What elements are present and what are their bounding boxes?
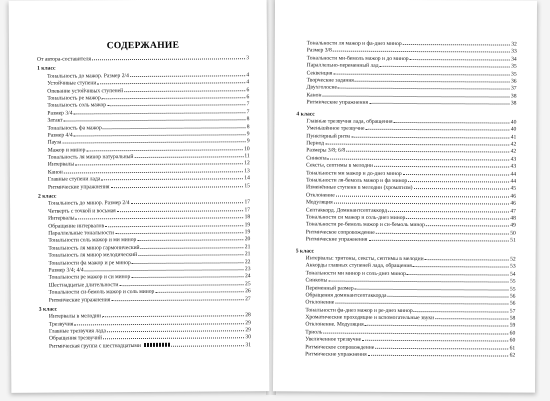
toc-entry-title: Тональности ми-бемоль мажор и до минор <box>306 55 409 62</box>
toc-entry-title: Ритмическое сопровождение <box>305 344 375 351</box>
toc-page-number: 38 <box>510 93 517 100</box>
toc-page-number: 9 <box>246 138 250 145</box>
toc-page-number: 57 <box>509 308 516 315</box>
dot-leader <box>408 181 509 183</box>
dot-leader <box>124 90 245 92</box>
dot-leader <box>155 291 244 293</box>
toc-entry-title: Канон <box>47 169 63 176</box>
toc-page-number: 13 <box>244 168 250 175</box>
dot-leader <box>410 59 511 61</box>
toc-entry-title: Переменный размер <box>305 284 354 292</box>
toc-entry <box>37 55 249 64</box>
toc-page-number: 7 <box>246 108 250 115</box>
dot-leader <box>137 240 243 242</box>
toc-page-number: 62 <box>509 352 516 359</box>
toc-page-number: 60 <box>509 330 516 337</box>
toc-entry-title: Тональности ля мажор и фа-диез минор <box>306 40 402 47</box>
toc-entry-title: Тональность ре мажор <box>47 95 101 102</box>
toc-entry <box>295 351 515 360</box>
toc-page-number: 22 <box>244 258 251 265</box>
toc-page-number: 38 <box>510 100 517 107</box>
section-heading: 3 класс <box>38 306 58 313</box>
toc-entry-title: Тональности ми мажор и до-диез минор <box>306 170 402 177</box>
dot-leader <box>403 174 510 176</box>
toc-page-number: 34 <box>511 56 517 63</box>
toc-page-number: 46 <box>510 200 516 207</box>
toc-page-number: 55 <box>509 286 516 293</box>
toc-entry-title: Ритмическая группа с шестнадцатыми <box>49 342 141 350</box>
toc-entry-title: Тональности ре мажор и си минор <box>48 274 131 281</box>
toc-entry-title: Обращения доминантсептаккорда <box>305 292 387 299</box>
toc-entry <box>38 183 250 192</box>
toc-page-number: 29 <box>245 327 251 334</box>
toc-entry-title: Отклонение. Модуляция <box>305 321 364 329</box>
dot-leader <box>346 151 509 153</box>
dot-leader <box>62 142 245 144</box>
toc-entry-title: Обращение интервалов <box>48 222 105 230</box>
toc-entry-title: Ритмические упражнения <box>305 236 368 243</box>
toc-page-number: 52 <box>510 256 516 263</box>
dot-leader <box>351 136 510 138</box>
toc-entry-title: Размер 3/4 <box>47 110 73 117</box>
toc-entry-title: От автора-составителя <box>37 56 92 63</box>
dot-leader <box>75 164 243 166</box>
toc-page-number: 15 <box>244 182 250 189</box>
toc-page-number: 10 <box>244 145 250 152</box>
toc-page-number: 29 <box>245 319 251 326</box>
dot-leader <box>323 332 508 334</box>
toc-entry-title: Тональности ми минор и соль-диез минор <box>305 270 406 277</box>
dot-leader <box>64 171 243 173</box>
toc-page-number: 56 <box>509 293 516 300</box>
toc-entry-title: Ритмические упражнения <box>305 351 367 358</box>
toc-entry-title: Параллельно-переменный лад <box>306 62 379 70</box>
toc-entry <box>39 296 251 305</box>
dot-leader <box>119 284 244 286</box>
toc-entry-title: Главные трезвучия лада <box>48 328 107 335</box>
toc-page-number: 53 <box>510 263 516 270</box>
dot-leader <box>322 95 509 97</box>
dot-leader <box>407 274 509 276</box>
page-title: СОДЕРЖАНИЕ <box>106 40 180 52</box>
toc-page-number: 32 <box>511 41 517 48</box>
dot-leader <box>425 259 509 260</box>
dot-leader <box>134 156 243 158</box>
toc-entry-title: Ритмические упражнения <box>47 183 110 191</box>
dot-leader <box>74 323 244 325</box>
toc-entry-title: Тональности си-бемоль мажор и соль минор <box>48 289 155 296</box>
dot-leader <box>141 247 244 249</box>
toc-entry-title: Мажор и минор <box>47 147 86 154</box>
toc-page-number: 40 <box>510 119 517 126</box>
toc-entry-title: Тональности си мажор и соль-диез минор <box>305 214 406 221</box>
dot-leader <box>338 88 510 90</box>
toc-page-number: 19 <box>244 221 251 228</box>
dot-leader <box>74 112 246 114</box>
toc-page-number: 12 <box>244 160 250 167</box>
toc-entry <box>296 270 516 279</box>
toc-page-number: 28 <box>245 312 251 319</box>
toc-page-number: 6 <box>246 86 250 93</box>
toc-entry-title: Опевание устойчивых ступеней <box>47 87 124 95</box>
toc-entry-title: Триоль <box>305 329 323 336</box>
dot-leader <box>107 105 245 107</box>
toc-page-number: 11 <box>244 153 250 160</box>
dot-leader <box>369 103 510 105</box>
dot-leader <box>117 210 244 212</box>
toc-page-number: 4 <box>246 79 250 86</box>
toc-entry-title: Увеличенное трезвучие <box>305 336 362 344</box>
toc-entry-title: Тональности ре-бемоль мажор и си-бемоль минор <box>305 221 425 229</box>
toc-page-number: 19 <box>244 229 251 236</box>
toc-entry-title: Ритмическое сопровождение <box>305 229 375 236</box>
dot-leader <box>103 127 246 129</box>
toc-entry-title: Тональность до мажор. Размер 2/4 <box>47 72 129 80</box>
toc-entry-title: Пунктирный ритм <box>306 133 350 140</box>
toc-page-number: 31 <box>245 342 252 349</box>
print-mark <box>144 343 170 347</box>
dot-leader <box>426 225 509 226</box>
toc-entry-title: Тональность до минор. Размер 2/4 <box>48 200 130 208</box>
section-heading: 2 класс <box>37 193 57 200</box>
dot-leader <box>435 318 509 319</box>
toc-entry-title: Тональность ля минор натуральный <box>47 154 134 161</box>
dot-leader <box>333 73 510 75</box>
toc-entry-title: Септаккорд. Доминантсептаккорд <box>305 207 388 214</box>
toc-entry-title: Секвенция <box>306 70 333 77</box>
dot-leader <box>368 355 509 357</box>
toc-page-number: 46 <box>510 193 517 200</box>
toc-page-number: 58 <box>509 315 516 322</box>
dot-leader <box>101 179 243 181</box>
toc-page-number: 37 <box>510 85 517 92</box>
toc-list-right <box>295 40 517 360</box>
toc-page-number: 33 <box>511 48 517 55</box>
toc-page-number: 43 <box>510 156 517 163</box>
toc-page-number: 50 <box>510 230 516 237</box>
toc-page-number: 60 <box>509 337 516 344</box>
toc-page-number: 61 <box>509 345 516 352</box>
dot-leader <box>365 325 509 327</box>
dot-leader <box>92 58 245 60</box>
dot-leader <box>111 186 244 188</box>
dot-leader <box>111 299 244 301</box>
toc-page-number: 49 <box>510 222 516 229</box>
toc-entry <box>39 342 251 351</box>
toc-page-number: 42 <box>510 141 517 148</box>
toc-page-number: 41 <box>510 134 517 141</box>
dot-leader <box>85 269 244 271</box>
toc-page-number: 45 <box>510 185 517 193</box>
toc-entry-title: Двухголосие <box>306 84 338 91</box>
dot-leader <box>102 97 246 99</box>
toc-entry-title: Тональность ля минор гармонический <box>48 244 140 252</box>
toc-entry-title: Тональность ля минор мелодический <box>48 252 138 259</box>
toc-page-number: 47 <box>510 208 516 215</box>
dot-leader <box>76 217 244 219</box>
toc-page-number: 14 <box>244 175 250 182</box>
toc-page-number: 9 <box>246 131 250 138</box>
toc-entry-title: Обращения трезвучий <box>48 335 103 343</box>
dot-leader <box>132 262 244 264</box>
section-heading: 5 класс <box>295 247 315 255</box>
dot-leader <box>368 240 509 242</box>
toc-page-number: 20 <box>244 236 251 243</box>
toc-page-number: 48 <box>510 215 516 222</box>
dot-leader <box>64 119 246 121</box>
toc-page-number: 8 <box>246 116 250 123</box>
toc-entry-title: Ритмические упражнения <box>306 99 369 106</box>
toc-entry-title: Размер 3/8 <box>306 47 332 55</box>
toc-entry-title: Параллельные тональности <box>48 230 115 237</box>
toc-entry-title: Размер 3/4; 4/4 <box>48 267 84 274</box>
dot-leader <box>413 266 509 268</box>
toc-entry-title: Четверть с точкой и восьмая <box>48 207 116 215</box>
toc-entry-title: Интервалы: тритоны, сексты, септимы в мелодии <box>305 255 424 263</box>
toc-entry-title: Изменённые ступени в мелодии (хроматизм) <box>306 184 413 192</box>
toc-page-number: 25 <box>245 280 251 287</box>
dot-leader <box>366 129 510 131</box>
dot-leader <box>376 233 509 235</box>
toc-page-number: 42 <box>510 149 517 156</box>
toc-page-number: 21 <box>244 243 251 251</box>
dot-leader <box>406 218 509 220</box>
dot-leader <box>355 288 509 290</box>
dot-leader <box>328 158 510 160</box>
dot-leader <box>171 345 245 347</box>
toc-entry-title: Аккорды главных ступеней лада, обращения <box>305 262 412 270</box>
toc-page-number: 44 <box>510 171 517 178</box>
toc-page-number: 56 <box>509 300 516 307</box>
toc-page-number: 26 <box>245 288 251 295</box>
dot-leader <box>388 211 509 213</box>
toc-entry-title: Отклонение <box>305 299 335 306</box>
toc-page-number: 6 <box>246 94 250 101</box>
dot-leader <box>130 75 246 77</box>
dot-leader <box>102 316 244 318</box>
toc-entry-title: Хроматические проходящие и вспомогательные звуки <box>305 314 435 322</box>
dot-leader <box>335 303 509 305</box>
toc-entry-title: Размеры 3/8; 6/8 <box>306 147 346 155</box>
toc-page-number: 35 <box>511 63 517 70</box>
dot-leader <box>374 166 510 168</box>
toc-page-number: 17 <box>244 199 251 206</box>
dot-leader <box>414 311 509 312</box>
toc-entry-title: Тональности соль мажор и ми минор <box>48 237 137 245</box>
toc-page-number: 40 <box>510 126 517 133</box>
toc-entry-title: Тональности фа-диез мажор и ре-диез минор <box>305 307 413 314</box>
toc-entry-title: Главные трезвучия лада, обращения <box>306 118 393 125</box>
toc-entry-title: Устойчивые ступени <box>47 80 97 87</box>
toc-page-number: 24 <box>244 273 251 280</box>
toc-entry-title: Отклонение <box>305 192 335 199</box>
dot-leader <box>105 225 244 227</box>
dot-leader <box>97 82 245 84</box>
toc-page-number: 23 <box>244 266 251 273</box>
toc-page-number: 36 <box>510 78 517 85</box>
section-heading: 4 класс <box>296 110 315 118</box>
toc-entry-title: Пауза <box>47 139 62 146</box>
toc-page-number: 43 <box>510 163 517 170</box>
dot-leader <box>131 277 244 279</box>
toc-page-number: 59 <box>509 323 516 330</box>
dot-leader <box>375 347 508 349</box>
toc-page-number: 7 <box>246 101 250 108</box>
toc-entry-title: Интервалы <box>47 161 75 169</box>
toc-entry-title: Творческие задания <box>306 77 354 84</box>
toc-entry-title: Канон <box>306 92 322 99</box>
toc-page-number: 54 <box>509 271 516 278</box>
toc-entry-title: Затакт <box>47 117 63 124</box>
toc-entry-title: Главные ступени лада <box>47 176 101 183</box>
dot-leader <box>131 203 244 205</box>
dot-leader <box>403 44 511 46</box>
dot-leader <box>414 188 510 190</box>
toc-entry-title: Трезвучия <box>48 321 74 328</box>
dot-leader <box>103 338 244 340</box>
toc-list-left <box>37 55 251 351</box>
toc-page-number: 8 <box>246 123 250 130</box>
toc-page-number: 18 <box>244 214 251 221</box>
toc-page-number: 27 <box>245 295 251 302</box>
toc-entry-title: Период <box>306 140 325 147</box>
toc-page-number: 17 <box>244 207 251 214</box>
dot-leader <box>336 195 510 197</box>
dot-leader <box>380 66 510 68</box>
toc-page-number: 55 <box>509 278 516 285</box>
dot-leader <box>362 340 509 342</box>
toc-page-number: 3 <box>246 55 250 62</box>
right-page <box>273 0 537 393</box>
toc-entry-title: Уменьшённое трезвучие <box>306 125 365 133</box>
toc-page-number: 21 <box>244 251 251 258</box>
dot-leader <box>74 134 246 136</box>
dot-leader <box>86 149 243 151</box>
toc-page-number: 35 <box>511 71 517 78</box>
toc-entry-title: Модуляция <box>305 199 333 206</box>
dot-leader <box>355 81 510 83</box>
toc-entry-title: Размер 4/4 <box>47 132 73 139</box>
toc-entry-title: Шестнадцатые длительности <box>48 281 119 289</box>
dot-leader <box>387 296 508 298</box>
toc-entry-title: Тональность соль мажор <box>47 102 107 109</box>
dot-leader <box>107 330 244 332</box>
dot-leader <box>115 232 244 234</box>
section-heading: 1 класс <box>37 65 56 73</box>
dot-leader <box>394 122 510 124</box>
dot-leader <box>328 281 509 283</box>
dot-leader <box>333 51 510 53</box>
toc-page-number: 4 <box>246 72 250 79</box>
toc-entry-title: Синкопы <box>305 277 328 284</box>
toc-page-number: 30 <box>245 334 252 341</box>
toc-entry-title: Интервалы <box>48 215 75 222</box>
toc-entry-title: Ритмические упражнения <box>48 296 111 304</box>
left-page <box>9 0 270 393</box>
toc-entry-title: Сексты, септимы в мелодии <box>306 162 374 170</box>
toc-entry-title: Синкопа <box>306 155 327 162</box>
dot-leader <box>325 144 510 146</box>
toc-page-number: 44 <box>510 178 517 185</box>
toc-entry-title: Тональности фа мажор и ре минор <box>48 259 131 267</box>
toc-entry-title: Тональности ля-бемоль мажор и фа минор <box>306 177 408 185</box>
dot-leader <box>138 254 244 256</box>
toc-page-number: 51 <box>510 237 516 244</box>
dot-leader <box>334 203 510 205</box>
toc-entry-title: Тональность фа мажор <box>47 124 102 132</box>
toc-entry-title: Интервалы в мелодии <box>48 313 102 320</box>
